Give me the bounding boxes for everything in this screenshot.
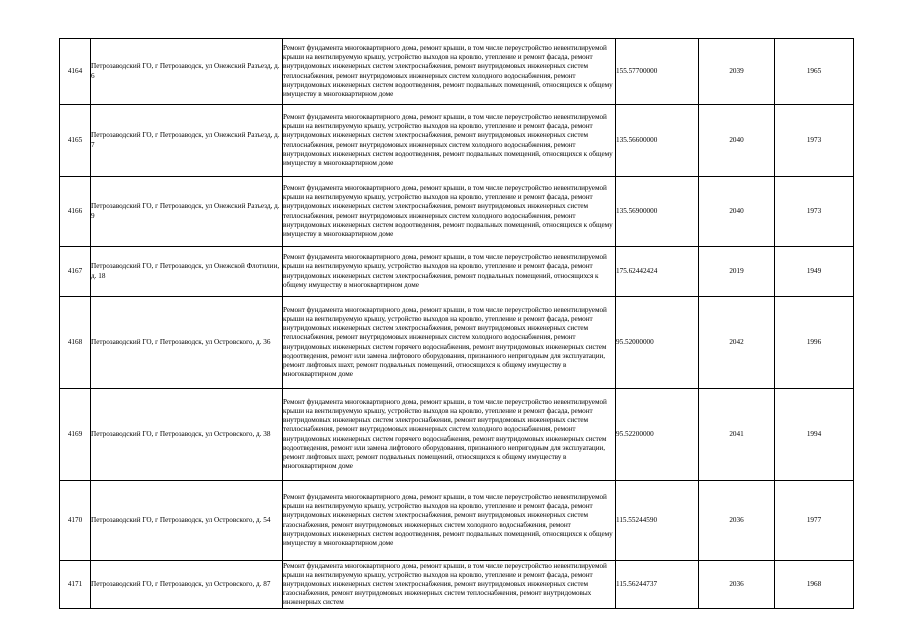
capital-repair-table: [59, 38, 854, 609]
table-row: [60, 105, 854, 177]
address-cell: Петрозаводский ГО, г Петрозаводск, ул Онежской Флотилии, д. 18: [91, 247, 283, 297]
works-text: Ремонт фундамента многоквартирного дома, ремонт крыши, в том числе переустройство невентилируемой крыши на вентилируемую крышу, устройство выходов на кровлю, утепление и ремонт фасада, ремонт внутридомовых инженерных систем электроснабжения, ремонт внутридомовых инженерных систем теплоснабжения, ремонт внутридомовых инженерных систем холодного водоснабжения, ремонт внутридомовых инженерных систем водоотведения, ремонт подвальных помещений, относящихся к общему имуществу в многоквартирном доме: [283, 113, 613, 167]
works-text: Ремонт фундамента многоквартирного дома, ремонт крыши, в том числе переустройство невентилируемой крыши на вентилируемую крышу, устройство выходов на кровлю, утепление и ремонт фасада, ремонт внутридомовых инженерных систем электроснабжения, ремонт внутридомовых инженерных систем теплоснабжения, ремонт внутридомовых инженерных систем холодного водоснабжения, ремонт внутридомовых инженерных систем горячего водоснабжения, ремонт внутридомовых инженерных систем водоотведения, ремонт или замена лифтового оборудования, признанного непригодным для эксплуатации, ремонт лифтовых шахт, ремонт подвальных помещений, относящихся к общему имуществу в многоквартирном доме: [283, 306, 607, 378]
cost-cell: 115.56244737: [616, 561, 699, 609]
built-year-cell: 1994: [775, 389, 854, 481]
address-cell: Петрозаводский ГО, г Петрозаводск, ул Островского, д. 36: [91, 297, 283, 389]
planned-year-cell: 2036: [699, 561, 775, 609]
works-cell: [283, 39, 616, 105]
table-row: [60, 39, 854, 105]
works-cell: [283, 177, 616, 247]
works-cell: [283, 297, 616, 389]
cost-cell: 175.62442424: [616, 247, 699, 297]
address-cell: Петрозаводский ГО, г Петрозаводск, ул Онежский Разъезд, д. 6: [91, 39, 283, 105]
table-row: [60, 389, 854, 481]
built-year-cell: 1973: [775, 105, 854, 177]
built-year-cell: 1977: [775, 481, 854, 561]
works-cell: [283, 481, 616, 561]
address-cell: Петрозаводский ГО, г Петрозаводск, ул Островского, д. 87: [91, 561, 283, 609]
address-cell: Петрозаводский ГО, г Петрозаводск, ул Островского, д. 54: [91, 481, 283, 561]
table-row: [60, 481, 854, 561]
works-text: Ремонт фундамента многоквартирного дома, ремонт крыши, в том числе переустройство невентилируемой крыши на вентилируемую крышу, устройство выходов на кровлю, утепление и ремонт фасада, ремонт внутридомовых инженерных систем электроснабжения, ремонт подвальных помещений, относящихся к общему имуществу в многоквартирном доме: [283, 253, 607, 289]
works-cell: [283, 561, 616, 609]
cost-cell: 155.57700000: [616, 39, 699, 105]
row-number: 4166: [60, 177, 91, 247]
works-cell: [283, 247, 616, 297]
built-year-cell: 1965: [775, 39, 854, 105]
table-row: [60, 561, 854, 609]
table-row: [60, 247, 854, 297]
works-text: Ремонт фундамента многоквартирного дома, ремонт крыши, в том числе переустройство невентилируемой крыши на вентилируемую крышу, устройство выходов на кровлю, утепление и ремонт фасада, ремонт внутридомовых инженерных систем электроснабжения, ремонт внутридомовых инженерных систем теплоснабжения, ремонт внутридомовых инженерных систем холодного водоснабжения, ремонт внутридомовых инженерных систем водоотведения, ремонт подвальных помещений, относящихся к общему имуществу в многоквартирном доме: [283, 184, 613, 238]
cost-cell: 135.56900000: [616, 177, 699, 247]
works-text: Ремонт фундамента многоквартирного дома, ремонт крыши, в том числе переустройство невентилируемой крыши на вентилируемую крышу, устройство выходов на кровлю, утепление и ремонт фасада, ремонт внутридомовых инженерных систем электроснабжения, ремонт внутридомовых инженерных систем газоснабжения, ремонт внутридомовых инженерных систем теплоснабжения, ремонт внутридомовых инженерных систем: [283, 561, 607, 607]
table-row: [60, 177, 854, 247]
row-number: 4167: [60, 247, 91, 297]
row-number: 4170: [60, 481, 91, 561]
built-year-cell: 1968: [775, 561, 854, 609]
works-text: Ремонт фундамента многоквартирного дома, ремонт крыши, в том числе переустройство невентилируемой крыши на вентилируемую крышу, устройство выходов на кровлю, утепление и ремонт фасада, ремонт внутридомовых инженерных систем электроснабжения, ремонт внутридомовых инженерных систем газоснабжения, ремонт внутридомовых инженерных систем холодного водоснабжения, ремонт внутридомовых инженерных систем водоотведения, ремонт подвальных помещений, относящихся к общему имуществу в многоквартирном доме: [283, 493, 613, 547]
row-number: 4164: [60, 39, 91, 105]
planned-year-cell: 2040: [699, 105, 775, 177]
works-cell: [283, 389, 616, 481]
works-text: Ремонт фундамента многоквартирного дома, ремонт крыши, в том числе переустройство невентилируемой крыши на вентилируемую крышу, устройство выходов на кровлю, утепление и ремонт фасада, ремонт внутридомовых инженерных систем электроснабжения, ремонт внутридомовых инженерных систем теплоснабжения, ремонт внутридомовых инженерных систем холодного водоснабжения, ремонт внутридомовых инженерных систем водоотведения, ремонт подвальных помещений, относящихся к общему имуществу в многоквартирном доме: [283, 44, 613, 98]
planned-year-cell: 2041: [699, 389, 775, 481]
works-text: Ремонт фундамента многоквартирного дома, ремонт крыши, в том числе переустройство невентилируемой крыши на вентилируемую крышу, устройство выходов на кровлю, утепление и ремонт фасада, ремонт внутридомовых инженерных систем электроснабжения, ремонт внутридомовых инженерных систем теплоснабжения, ремонт внутридомовых инженерных систем холодного водоснабжения, ремонт внутридомовых инженерных систем горячего водоснабжения, ремонт внутридомовых инженерных систем водоотведения, ремонт или замена лифтового оборудования, признанного непригодным для эксплуатации, ремонт лифтовых шахт, ремонт подвальных помещений, относящихся к общему имуществу в многоквартирном доме: [283, 398, 607, 470]
table-row: [60, 297, 854, 389]
works-cell: [283, 105, 616, 177]
row-number: 4169: [60, 389, 91, 481]
address-cell: Петрозаводский ГО, г Петрозаводск, ул Онежский Разъезд, д. 9: [91, 177, 283, 247]
row-number: 4171: [60, 561, 91, 609]
address-cell: Петрозаводский ГО, г Петрозаводск, ул Островского, д. 38: [91, 389, 283, 481]
cost-cell: 135.56600000: [616, 105, 699, 177]
row-number: 4165: [60, 105, 91, 177]
built-year-cell: 1949: [775, 247, 854, 297]
planned-year-cell: 2042: [699, 297, 775, 389]
planned-year-cell: 2019: [699, 247, 775, 297]
cost-cell: 95.52000000: [616, 297, 699, 389]
row-number: 4168: [60, 297, 91, 389]
planned-year-cell: 2040: [699, 177, 775, 247]
cost-cell: 115.55244590: [616, 481, 699, 561]
cost-cell: 95.52200000: [616, 389, 699, 481]
planned-year-cell: 2039: [699, 39, 775, 105]
address-cell: Петрозаводский ГО, г Петрозаводск, ул Онежский Разъезд, д. 7: [91, 105, 283, 177]
planned-year-cell: 2036: [699, 481, 775, 561]
built-year-cell: 1973: [775, 177, 854, 247]
built-year-cell: 1996: [775, 297, 854, 389]
